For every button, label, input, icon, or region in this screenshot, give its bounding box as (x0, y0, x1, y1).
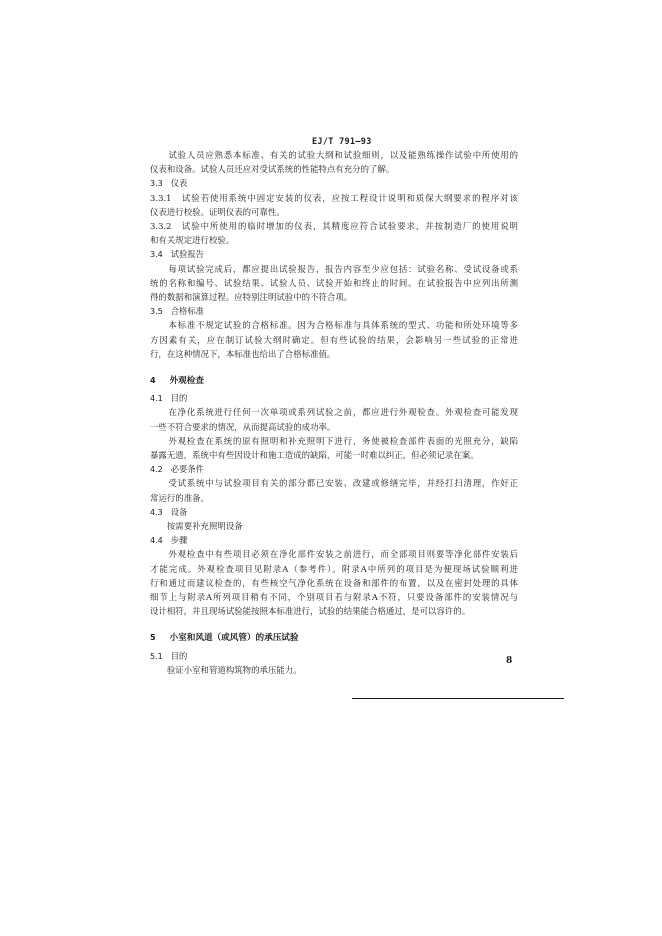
body-text-line: 仪表和设备。试验人员还应对受试系统的性能特点有充分的了解。 (150, 164, 395, 175)
heading-title: 目的 (170, 393, 188, 404)
subsection-heading (150, 247, 204, 261)
body-text-line: 方因素有关，应在制订试验大纲时确定。但有些试验的结果，会影响另一些试验的正常进 (150, 334, 518, 345)
heading-title: 仪表 (170, 178, 188, 189)
subsection-heading (150, 462, 204, 476)
body-text-line: 3.3.2 试验中所使用的临时增加的仪表，其精度应符合试验要求，并按制造厂的使用说明 (150, 221, 518, 231)
body-text-line: 暴露无遗，系统中有些因设计和施工造成的缺陷，可能一时难以纠正，但必须记录在案。 (150, 450, 479, 460)
body-text-line: 本标准不规定试验的合格标准。因为合格标准与具体系统的型式、功能和所处环境等多 (150, 320, 518, 331)
heading-number: 4.3 (150, 507, 163, 517)
body-text-line: 细节上与附录A所列项目稍有不同，个别项目若与附录A不符，只要设备部件的安装情况与 (150, 592, 518, 602)
body-text-line: 一些不符合要求的情况，从而提高试验的成功率。 (150, 421, 336, 432)
body-text-line: 试验人员应熟悉本标准、有关的试验大纲和试验细则，以及能熟练操作试验中所使用的 (150, 150, 518, 160)
standard-code-header: EJ/T 791—93 (312, 137, 372, 147)
heading-number: 4.4 (150, 536, 163, 546)
body-text-line: 受试系统中与试验项目有关的部分都已安装、改建或修缮完毕，并经打扫清理，作好正 (150, 478, 518, 489)
body-text-line: 得的数据和演算过程。应特别注明试验中的不符合项。 (150, 292, 353, 302)
heading-title: 外观检查 (169, 376, 204, 386)
heading-title: 试验报告 (170, 249, 204, 260)
heading-title: 合格标准 (170, 306, 204, 317)
heading-number: 3.3 (150, 179, 163, 189)
heading-number: 3.4 (150, 250, 163, 260)
heading-number: 3.5 (150, 307, 163, 317)
heading-title: 步骤 (170, 535, 188, 546)
body-text-line: 和有关规定进行校验。 (150, 235, 235, 246)
heading-title: 设备 (170, 506, 188, 517)
page-number: 8 (506, 656, 513, 666)
body-text-line: 按需要补充照明设备 (150, 521, 243, 531)
section-heading (150, 374, 204, 388)
heading-title: 目的 (170, 650, 188, 661)
subsection-heading (150, 176, 187, 190)
body-text-line: 行和通过而建议检查的，有些核空气净化系统在设备和部件的布置，以及在密封处理的具体 (150, 577, 518, 588)
heading-number: 4.2 (150, 465, 163, 475)
body-text-line: 设计相符，并且现场试验能按照本标准进行，试验的结果能合格通过，是可以容许的。 (150, 606, 471, 617)
body-text-line: 行，在这种情况下，本标准也给出了合格标准值。 (150, 348, 336, 359)
body-text-line: 常运行的准备。 (150, 492, 209, 503)
body-text-line: 验证小室和管道构筑物的承压能力。 (150, 664, 302, 675)
body-text-line: 外观检查在系统的原有照明和补充照明下进行，务使被检查部件表面的光照充分，缺陷 (150, 435, 518, 446)
body-text-line: 统的名称和编号、试验结果、试验人员、试验开始和终止的时间。在试验报告中应列出所测 (150, 277, 518, 288)
subsection-heading (150, 304, 204, 318)
footer-rule (352, 698, 564, 699)
heading-title: 小室和风道（或风管）的承压试验 (169, 633, 299, 644)
subsection-heading (150, 391, 187, 405)
body-text-line: 仪表进行校验。证明仪表的可靠性。 (150, 206, 285, 217)
body-text-line: 外观检查中有些项目必须在净化部件安装之前进行，而全部项目则要等净化部件安装后 (150, 549, 518, 560)
body-text-line: 每项试验完成后，都应提出试验报告，报告内容至少应包括：试验名称、受试设备或系 (150, 263, 518, 274)
body-text-line: 3.3.1 试验若使用系统中固定安装的仪表，应按工程设计说明和质保大纲要求的程序对该 (150, 192, 518, 203)
heading-number: 5.1 (150, 651, 163, 661)
section-heading (150, 631, 299, 645)
body-text-line: 才能完成。外观检查项目见附录A（参考件）。附录A中所列的项目是为便现场试验顺利进 (150, 563, 518, 574)
body-text-line: 在净化系统进行任何一次单项或系列试验之前，都应进行外观检查。外观检查可能发现 (150, 407, 518, 418)
subsection-heading (150, 533, 187, 547)
heading-title: 必要条件 (170, 464, 204, 475)
heading-number: 4 (150, 376, 156, 385)
subsection-heading (150, 505, 187, 519)
heading-number: 5 (150, 633, 156, 643)
heading-number: 4.1 (150, 394, 163, 404)
subsection-heading (150, 649, 187, 663)
